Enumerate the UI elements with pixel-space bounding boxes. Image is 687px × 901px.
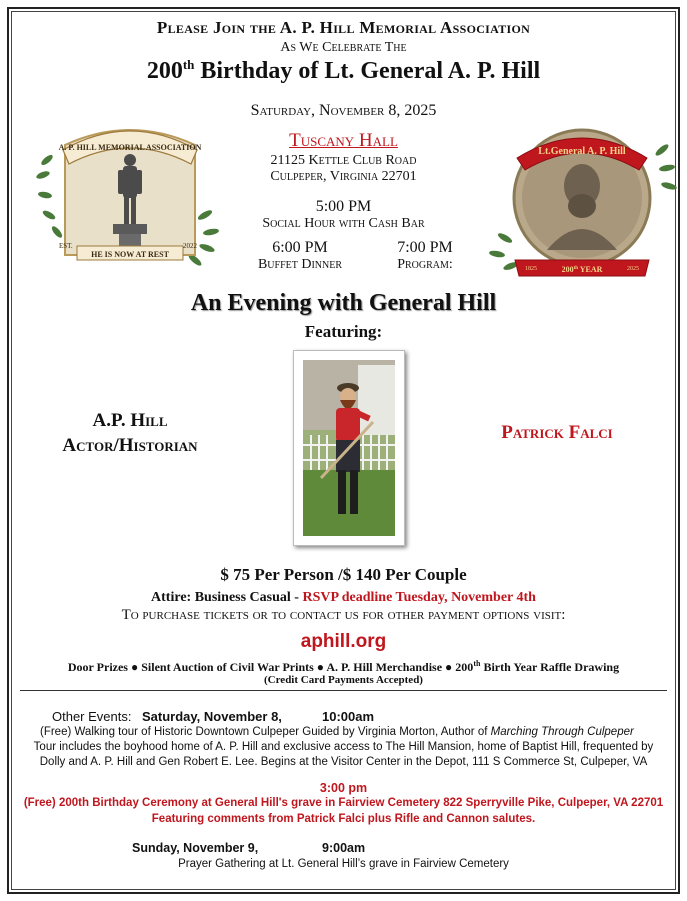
program-label: Program: xyxy=(397,257,453,272)
website-link[interactable]: aphill.org xyxy=(300,631,387,652)
bicentennial-medallion xyxy=(487,120,677,274)
program-time: 7:00 PM xyxy=(397,239,453,256)
venue-name: Tuscany Hall xyxy=(289,130,398,151)
address-line-2: Culpeper, Virginia 22701 xyxy=(270,169,417,184)
medal-year-right: 2025 xyxy=(627,266,639,272)
featuring-label: Featuring: xyxy=(304,322,383,341)
title-number: 200 xyxy=(146,58,183,84)
title-text: Birthday of Lt. General A. P. Hill xyxy=(194,58,541,84)
ceremony-line-2: Featuring comments from Patrick Falci plus Rifle and Cannon salutes. xyxy=(151,813,536,825)
other-events-label: Other Events: xyxy=(52,709,132,724)
seal-motto-text: HE IS NOW AT REST xyxy=(91,250,169,259)
celebrate-line: As We Celebrate The xyxy=(280,40,407,55)
social-time: 5:00 PM xyxy=(315,198,372,215)
medal-year-left: 1825 xyxy=(525,266,537,272)
performer-name: Patrick Falci xyxy=(501,422,613,443)
dinner-time: 6:00 PM xyxy=(272,239,328,256)
page-title xyxy=(0,58,687,85)
other-events-day1-time: 10:00am xyxy=(322,709,375,724)
memorial-association-seal xyxy=(35,120,225,270)
social-label: Social Hour with Cash Bar xyxy=(262,216,425,231)
book-title: Marching Through Culpeper xyxy=(490,726,634,738)
other-events-day2: Sunday, November 9, xyxy=(132,841,259,855)
event-date: Saturday, November 8, 2025 xyxy=(250,102,437,119)
invite-line: Please Join the A. P. Hill Memorial Association xyxy=(156,18,531,37)
title-ordinal: th xyxy=(182,57,195,72)
attire-line xyxy=(0,590,687,606)
attire-text: Attire: Business Casual - xyxy=(151,590,303,605)
seal-year-text: 2022 xyxy=(183,242,197,250)
ceremony-line-1: (Free) 200th Birthday Ceremony at General Hill's grave in Fairview Cemetery 822 Sperryville Pike, Culpeper, VA 22701 xyxy=(23,797,664,809)
medal-banner-text: Lt.General A. P. Hill xyxy=(538,146,626,157)
ticket-price: $ 75 Per Person /$ 140 Per Couple xyxy=(220,565,467,584)
actor-photo xyxy=(293,350,405,546)
extras-text-1: Door Prizes ● Silent Auction of Civil War Prints ● A. P. Hill Merchandise ● 200 xyxy=(67,660,474,674)
seal-banner-text: A. P. HILL MEMORIAL ASSOCIATION xyxy=(58,143,202,152)
walking-tour-text: (Free) Walking tour of Historic Downtown Culpeper Guided by Virginia Morton, Author of xyxy=(40,726,491,738)
ceremony-time: 3:00 pm xyxy=(319,781,368,795)
extras-ordinal: th xyxy=(473,659,481,668)
other-events-day1: Saturday, November 8, xyxy=(142,709,282,724)
extras-line xyxy=(0,659,687,675)
medal-ribbon-text: 200th YEAR xyxy=(561,265,603,274)
laurel-left-icon xyxy=(35,153,63,239)
actor-portrait-icon xyxy=(303,360,395,536)
dinner-label: Buffet Dinner xyxy=(257,257,343,272)
rsvp-deadline: RSVP deadline Tuesday, November 4th xyxy=(302,590,536,605)
other-events-day2-time: 9:00am xyxy=(322,841,366,855)
address-line-1: 21125 Kettle Club Road xyxy=(270,153,417,168)
role-line-2: Actor/Historian xyxy=(62,435,198,456)
program-heading: An Evening with General Hill xyxy=(190,290,497,316)
walking-tour-line-1 xyxy=(40,726,660,738)
role-line-1: A.P. Hill xyxy=(92,410,168,431)
extras-text-2: Birth Year Raffle Drawing xyxy=(480,660,620,674)
prayer-gathering: Prayer Gathering at Lt. General Hill’s grave in Fairview Cemetery xyxy=(178,858,509,870)
purchase-instructions: To purchase tickets or to contact us for other payment options visit: xyxy=(121,607,566,623)
seal-est-text: EST. xyxy=(59,242,73,250)
payment-note: (Credit Card Payments Accepted) xyxy=(264,674,423,686)
walking-tour-line-3: Dolly and A. P. Hill and Gen Robert E. Lee. Begins at the Visitor Center in the Depot, 111 S Commerce St, Culpeper, VA xyxy=(39,756,648,768)
section-divider xyxy=(20,690,667,691)
walking-tour-line-2: Tour includes the boyhood home of A. P. Hill and exclusive access to The Hill Mansion, home of Baptist Hill, frequented by xyxy=(33,741,654,753)
